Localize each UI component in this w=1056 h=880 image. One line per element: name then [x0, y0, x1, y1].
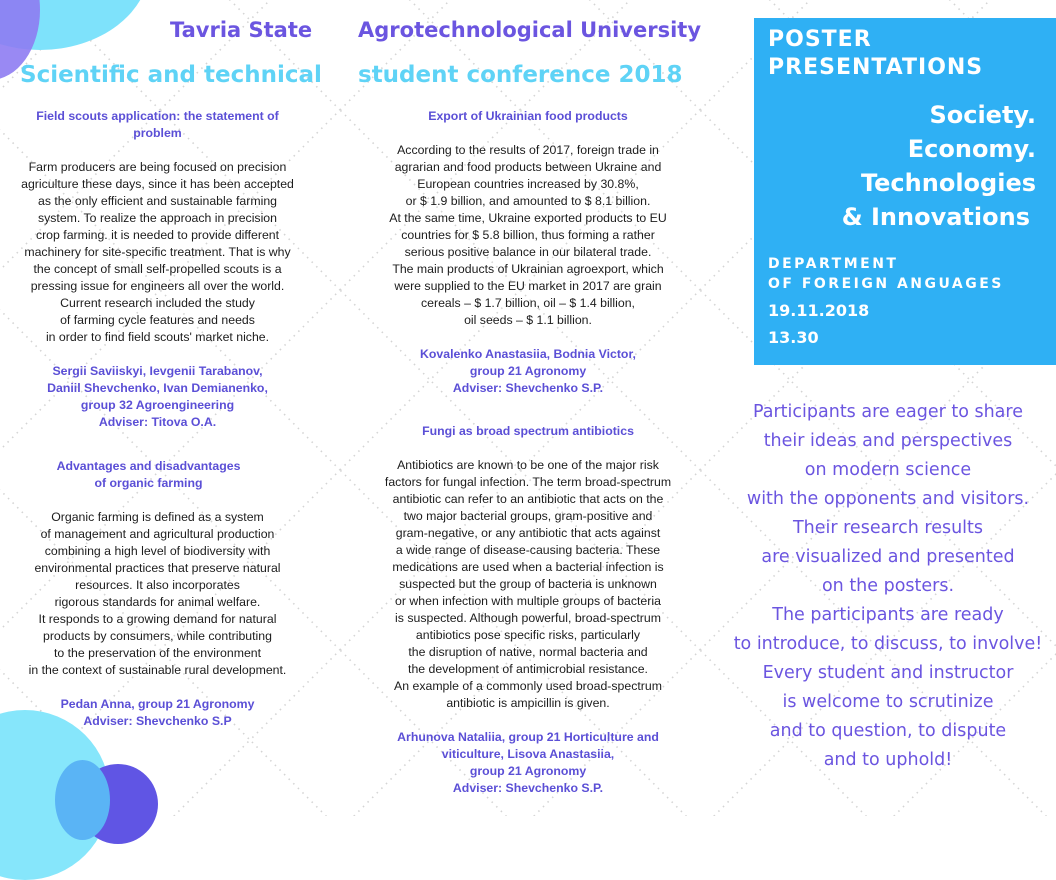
body-line: pressing issue for engineers all over the world.: [30, 279, 285, 293]
author-line: Kovalenko Anastasiia, Bodnia Victor,: [420, 347, 636, 361]
article-authors: [378, 729, 678, 797]
author-line: Pedan Anna, group 21 Agronomy: [60, 697, 255, 711]
department-name: [768, 254, 1004, 294]
promo-text: [720, 398, 1056, 775]
body-line: countries for $ 5.8 billion, thus forming a rather: [401, 228, 655, 242]
promo-line: is welcome to scrutinize: [782, 692, 994, 712]
title-line: Advantages and disadvantages: [56, 459, 241, 473]
article-export: [378, 108, 678, 397]
event-date-time: [768, 297, 869, 351]
body-line: Antibiotics are known to be one of the major risk: [397, 458, 659, 472]
body-line: the development of antimicrobial resistance.: [408, 662, 648, 676]
column-middle: [378, 108, 678, 797]
body-line: environmental practices that preserve natural: [34, 561, 281, 575]
article-authors: [10, 363, 305, 431]
body-line: An example of a commonly used broad-spectrum: [394, 679, 662, 693]
promo-line: Their research results: [792, 518, 984, 538]
title-line: Fungi as broad spectrum antibiotics: [422, 424, 634, 438]
author-line: Adviser: Shevchenko S.P.: [452, 781, 604, 795]
header-university-part1: Tavria State: [170, 18, 313, 42]
body-line: two major bacterial groups, gram-positive and: [403, 509, 653, 523]
article-fungi: [378, 423, 678, 797]
slogan-line: Society.: [929, 101, 1036, 129]
promo-line: and to uphold!: [823, 750, 953, 770]
promo-line: on the posters.: [821, 576, 955, 596]
body-line: crop farming. it is needed to provide different: [35, 228, 280, 242]
body-line: antibiotic is ampicillin is given.: [446, 696, 610, 710]
poster-presentations-heading: [768, 26, 983, 82]
author-line: viticulture, Lisova Anastasiia,: [441, 747, 615, 761]
body-line: European countries increased by 30.8%,: [417, 177, 639, 191]
conference-slogan: [842, 98, 1036, 234]
article-authors: [10, 696, 305, 730]
title-line: of organic farming: [94, 476, 203, 490]
author-line: Adviser: Shevchenko S.P: [83, 714, 232, 728]
article-body: [378, 457, 678, 712]
article-organic-farming: [10, 458, 305, 730]
body-line: of management and agricultural production: [40, 527, 275, 541]
body-line: system. To realize the approach in precision: [37, 211, 277, 225]
promo-line: to introduce, to discuss, to involve!: [733, 634, 1043, 654]
event-date: 19.11.2018: [768, 301, 870, 320]
promo-line: their ideas and perspectives: [763, 431, 1013, 451]
body-line: as the only efficient and sustainable farming: [37, 194, 278, 208]
article-title: [0, 458, 305, 492]
header-conference-part2: student conference 2018: [358, 62, 683, 88]
article-body: [378, 142, 678, 329]
decor-circle-bottom-left-overlap: [55, 760, 110, 840]
department-line: OF FOREIGN ANGUAGES: [768, 276, 1004, 292]
article-title: [378, 108, 678, 125]
body-line: serious positive balance in our bilateral trade.: [404, 245, 652, 259]
body-line: products by consumers, while contributing: [43, 629, 272, 643]
promo-line: are visualized and presented: [761, 547, 1015, 567]
body-line: is suspected. Although powerful, broad-spectrum: [395, 611, 661, 625]
promo-line: The participants are ready: [772, 605, 1004, 625]
title-line: Field scouts application: the statement of: [36, 109, 279, 123]
promo-line: Participants are eager to share: [753, 402, 1023, 422]
body-line: the disruption of native, normal bacteria and: [408, 645, 648, 659]
promo-line: on modern science: [804, 460, 972, 480]
body-line: in order to find field scouts' market niche.: [45, 330, 270, 344]
promo-line: Every student and instructor: [762, 663, 1014, 683]
heading-line: POSTER: [768, 27, 872, 52]
title-line: Export of Ukrainian food products: [428, 109, 628, 123]
body-line: or $ 1.9 billion, and amounted to $ 8.1 billion.: [405, 194, 651, 208]
promo-line: and to question, to dispute: [769, 721, 1007, 741]
author-line: Arhunova Nataliia, group 21 Horticulture and: [397, 730, 659, 744]
body-line: resources. It also incorporates: [75, 578, 240, 592]
info-panel: [754, 18, 1056, 365]
article-title: [378, 423, 678, 440]
article-field-scouts: [10, 108, 305, 431]
article-body: [10, 509, 305, 679]
body-line: of farming cycle features and needs: [60, 313, 255, 327]
promo-line: with the opponents and visitors.: [746, 489, 1030, 509]
author-line: group 32 Agroengineering: [80, 398, 235, 412]
body-line: the concept of small self-propelled scouts is a: [33, 262, 282, 276]
body-line: to the preservation of the environment: [53, 646, 262, 660]
header-conference-part1: Scientific and technical: [20, 62, 322, 88]
body-line: The main products of Ukrainian agroexport, which: [392, 262, 664, 276]
body-line: combining a high level of biodiversity with: [44, 544, 271, 558]
slogan-line: Economy.: [907, 135, 1036, 163]
body-line: oil seeds – $ 1.1 billion.: [464, 313, 592, 327]
slogan-line: & Innovations: [841, 203, 1030, 231]
body-line: suspected but the group of bacteria is unknown: [399, 577, 657, 591]
body-line: Farm producers are being focused on precision: [28, 160, 287, 174]
header-university-part2: Agrotechnological University: [358, 18, 702, 42]
body-line: antibiotic can refer to an antibiotic that acts on the: [392, 492, 664, 506]
body-line: were supplied to the EU market in 2017 are grain: [394, 279, 662, 293]
article-body: [10, 159, 305, 346]
author-line: Adviser: Shevchenko S.P.: [452, 381, 604, 395]
heading-line: PRESENTATIONS: [768, 55, 984, 80]
body-line: rigorous standards for animal welfare.: [54, 595, 261, 609]
author-line: group 21 Agronomy: [469, 764, 587, 778]
body-line: According to the results of 2017, foreign trade in: [397, 143, 659, 157]
body-line: a wide range of disease-causing bacteria. These: [395, 543, 661, 557]
body-line: factors for fungal infection. The term broad-spectrum: [384, 475, 672, 489]
body-line: cereals – $ 1.7 billion, oil – $ 1.4 billion,: [421, 296, 635, 310]
body-line: Organic farming is defined as a system: [51, 510, 264, 524]
title-line: problem: [133, 126, 182, 140]
body-line: agriculture these days, since it has been accepted: [21, 177, 294, 191]
article-title: [10, 108, 305, 142]
slogan-line: Technologies: [860, 169, 1036, 197]
body-line: machinery for site-specific treatment. That is why: [24, 245, 291, 259]
author-line: Adviser: Titova O.A.: [98, 415, 217, 429]
article-authors: [378, 346, 678, 397]
department-line: DEPARTMENT: [768, 256, 899, 272]
body-line: At the same time, Ukraine exported products to EU: [389, 211, 667, 225]
body-line: agrarian and food products between Ukraine and: [394, 160, 662, 174]
body-line: It responds to a growing demand for natural: [38, 612, 277, 626]
author-line: Sergii Saviiskyi, Ievgenii Tarabanov,: [52, 364, 263, 378]
author-line: Daniil Shevchenko, Ivan Demianenko,: [47, 381, 268, 395]
body-line: gram-negative, or any antibiotic that acts against: [395, 526, 661, 540]
event-time: 13.30: [768, 328, 819, 347]
body-line: medications are used when a bacterial infection is: [392, 560, 664, 574]
body-line: in the context of sustainable rural development.: [28, 663, 287, 677]
body-line: Current research included the study: [60, 296, 255, 310]
body-line: or when infection with multiple groups of bacteria: [395, 594, 661, 608]
author-line: group 21 Agronomy: [469, 364, 587, 378]
body-line: antibiotics pose specific risks, particularly: [415, 628, 641, 642]
column-left: [10, 108, 305, 730]
